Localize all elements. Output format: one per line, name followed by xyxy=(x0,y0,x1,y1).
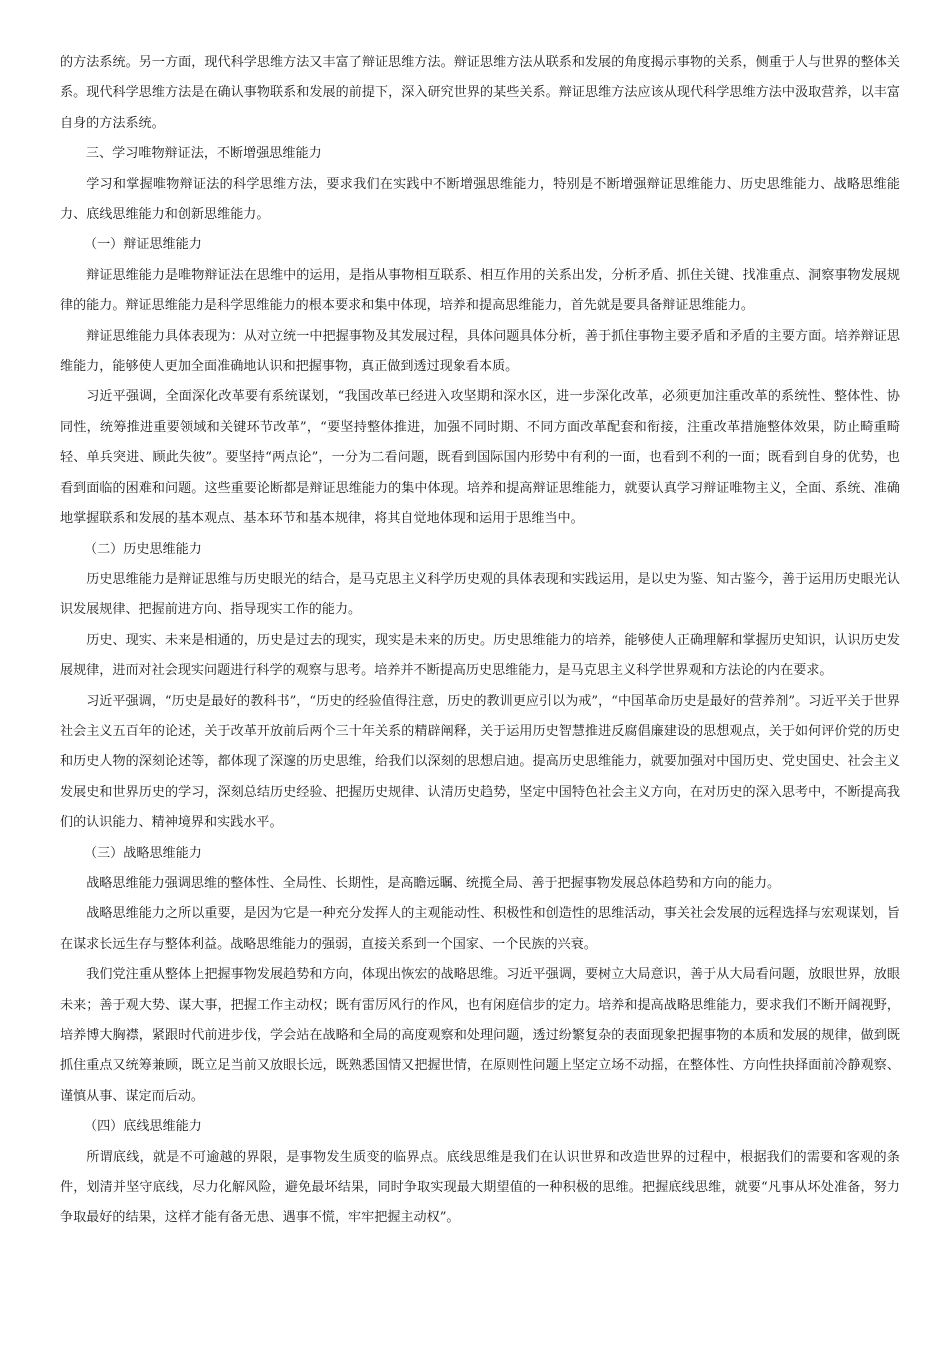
body-paragraph: 习近平强调，“历史是最好的教科书”，“历史的经验值得注意，历史的教训更应引以为戒”，“中国革命历史是最好的营养剂”。习近平关于世界社会主义五百年的论述，关于改革开放前后两个三十年关系的精辟阐释，关于运用历史智慧推进反腐倡廉建设的思想观点，关于如何评价党的历史和历史人物的深刻论述等，都体现了深邃的历史思维，给我们以深刻的思想启迪。提高历史思维能力，就要加强对中国历史、党史国史、社会主义发展史和世界历史的学习，深刻总结历史经验、把握历史规律、认清历史趋势，坚定中国特色社会主义方向，在对历史的深入思考中，不断提高我们的认识能力、精神境界和实践水平。 xyxy=(60,693,900,831)
body-paragraph: 辩证思维能力是唯物辩证法在思维中的运用，是指从事物相互联系、相互作用的关系出发，分析矛盾、抓住关键、找准重点、洞察事物发展规律的能力。辩证思维能力是科学思维能力的根本要求和集中体现，培养和提高思维能力，首先就是要具备辩证思维能力。 xyxy=(60,267,900,314)
body-paragraph: 战略思维能力之所以重要，是因为它是一种充分发挥人的主观能动性、积极性和创造性的思维活动，事关社会发展的远程选择与宏观谋划，旨在谋求长远生存与整体利益。战略思维能力的强弱，直接关系到一个国家、一个民族的兴衰。 xyxy=(60,906,900,952)
section-heading: 三、学习唯物辩证法，不断增强思维能力 xyxy=(86,146,322,162)
body-paragraph: 战略思维能力强调思维的整体性、全局性、长期性，是高瞻远瞩、统揽全局、善于把握事物发展总体趋势和方向的能力。 xyxy=(86,875,781,891)
body-paragraph: 我们党注重从整体上把握事物发展趋势和方向，体现出恢宏的战略思维。习近平强调，要树立大局意识，善于从大局看问题，放眼世界，放眼未来；善于观大势、谋大事，把握工作主动权；既有雷厉风行的作风，也有闲庭信步的定力。培养和提高战略思维能力，要求我们不断开阔视野，培养博大胸襟，紧跟时代前进步伐，学会站在战略和全局的高度观察和处理问题，透过纷繁复杂的表面现象把握事物的本质和发展的规律，做到既抓住重点又统筹兼顾，既立足当前又放眼长远，既熟悉国情又把握世情，在原则性问题上坚定立场不动摇，在整体性、方向性抉择面前冷静观察、谨慎从事、谋定而后动。 xyxy=(60,967,900,1104)
subsection-heading: （四）底线思维能力 xyxy=(84,1119,202,1135)
body-paragraph: 历史、现实、未来是相通的，历史是过去的现实，现实是未来的历史。历史思维能力的培养，能够使人正确理解和掌握历史知识，认识历史发展规律，进而对社会现实问题进行科学的观察与思考。培养并不断提高历史思维能力，是马克思主义科学世界观和方法论的内在要求。 xyxy=(60,632,900,679)
body-paragraph: 历史思维能力是辩证思维与历史眼光的结合，是马克思主义科学历史观的具体表现和实践运用，是以史为鉴、知古鉴今，善于运用历史眼光认识发展规律、把握前进方向、指导现实工作的能力。 xyxy=(60,571,900,618)
body-paragraph: 学习和掌握唯物辩证法的科学思维方法，要求我们在实践中不断增强思维能力，特别是不断增强辩证思维能力、历史思维能力、战略思维能力、底线思维能力和创新思维能力。 xyxy=(60,176,900,223)
document-page xyxy=(60,48,900,1234)
body-paragraph: 辩证思维能力具体表现为：从对立统一中把握事物及其发展过程，具体问题具体分析，善于抓住事物主要矛盾和矛盾的主要方面。培养辩证思维能力，能够使人更加全面准确地认识和把握事物，真正做到透过现象看本质。 xyxy=(60,328,900,375)
subsection-heading: （一）辩证思维能力 xyxy=(84,237,202,253)
body-paragraph: 习近平强调，全面深化改革要有系统谋划，“我国改革已经进入攻坚期和深水区，进一步深化改革，必须更加注重改革的系统性、整体性、协同性，统筹推进重要领域和关键环节改革”，“要坚持整体推进，加强不同时期、不同方面改革配套和衔接，注重改革措施整体效果，防止畸重畸轻、单兵突进、顾此失彼”。要坚持“两点论”，一分为二看问题，既看到国际国内形势中有利的一面，也看到不利的一面；既看到自身的优势，也看到面临的困难和问题。这些重要论断都是辩证思维能力的集中体现。培养和提高辩证思维能力，就要认真学习辩证唯物主义，全面、系统、准确地掌握联系和发展的基本观点、基本环节和基本规律，将其自觉地体现和运用于思维当中。 xyxy=(60,389,900,527)
subsection-heading: （三）战略思维能力 xyxy=(84,845,202,861)
body-paragraph: 所谓底线，就是不可逾越的界限，是事物发生质变的临界点。底线思维是我们在认识世界和改造世界的过程中，根据我们的需要和客观的条件，划清并坚守底线，尽力化解风险，避免最坏结果，同时争取实现最大期望值的一种积极的思维。把握底线思维，就要“凡事从坏处准备，努力争取最好的结果，这样才能有备无患、遇事不慌，牢牢把握主动权”。 xyxy=(60,1149,900,1226)
subsection-heading: （二）历史思维能力 xyxy=(84,541,202,557)
body-paragraph: 的方法系统。另一方面，现代科学思维方法又丰富了辩证思维方法。辩证思维方法从联系和发展的角度揭示事物的关系，侧重于人与世界的整体关系。现代科学思维方法是在确认事物联系和发展的前提下，深入研究世界的某些关系。辩证思维方法应该从现代科学思维方法中汲取营养，以丰富自身的方法系统。 xyxy=(60,55,900,131)
